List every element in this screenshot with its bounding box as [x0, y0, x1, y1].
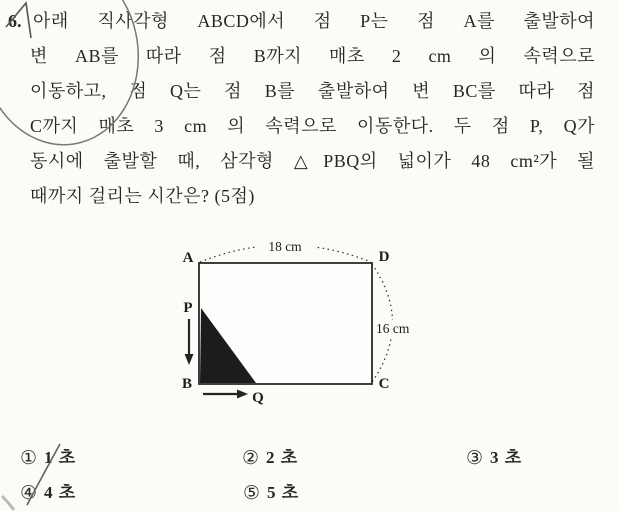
choice-4 — [20, 478, 76, 504]
choice-2-number: ② — [242, 447, 260, 469]
question-first-line — [8, 10, 595, 32]
question-line-5: 동시에 출발할 때, 삼각형 △PBQ의 넓이가 48 cm²가 될 — [30, 151, 595, 171]
question-line-6: 때까지 걸리는 시간은? (5점) — [30, 186, 255, 206]
choice-5-number: ⑤ — [243, 482, 261, 504]
scan-smudge — [2, 496, 14, 510]
choice-1 — [20, 443, 76, 469]
p-direction-arrow-head — [185, 354, 194, 365]
q-direction-arrow-head — [237, 390, 248, 399]
vertex-d-label: D — [378, 249, 390, 265]
choice-3-number: ③ — [466, 447, 484, 469]
choice-2 — [242, 443, 298, 469]
choice-5 — [243, 478, 299, 504]
vertex-b-label: B — [181, 376, 193, 392]
choice-3-label: 3 초 — [490, 448, 523, 467]
width-dimension-label: 18 cm — [268, 239, 302, 254]
height-dimension-label: 16 cm — [376, 321, 410, 336]
question-block — [8, 10, 595, 220]
point-q-label: Q — [252, 390, 264, 406]
choice-5-label: 5 초 — [267, 483, 300, 502]
choice-1-label: 1 초 — [44, 448, 77, 467]
choice-3 — [466, 443, 522, 469]
choice-1-number: ① — [20, 447, 38, 469]
question-line-3: 이동하고, 점 Q는 점 B를 출발하여 변 BC를 따라 점 — [30, 81, 595, 101]
vertex-c-label: C — [378, 376, 390, 392]
question-line-2: 변 AB를 따라 점 B까지 매초 2 cm 의 속력으로 — [30, 46, 595, 66]
vertex-a-label: A — [182, 250, 194, 266]
choice-2-label: 2 초 — [266, 448, 299, 467]
point-p-label: P — [183, 300, 193, 316]
choice-4-number: ④ — [20, 482, 38, 504]
question-line-1: 아래 직사각형 ABCD에서 점 P는 점 A를 출발하여 — [33, 11, 595, 31]
rectangle-diagram — [170, 235, 440, 413]
choice-4-label: 4 초 — [44, 483, 77, 502]
question-line-4: C까지 매초 3 cm 의 속력으로 이동한다. 두 점 P, Q가 — [30, 116, 595, 136]
question-number: 6. — [8, 11, 22, 31]
